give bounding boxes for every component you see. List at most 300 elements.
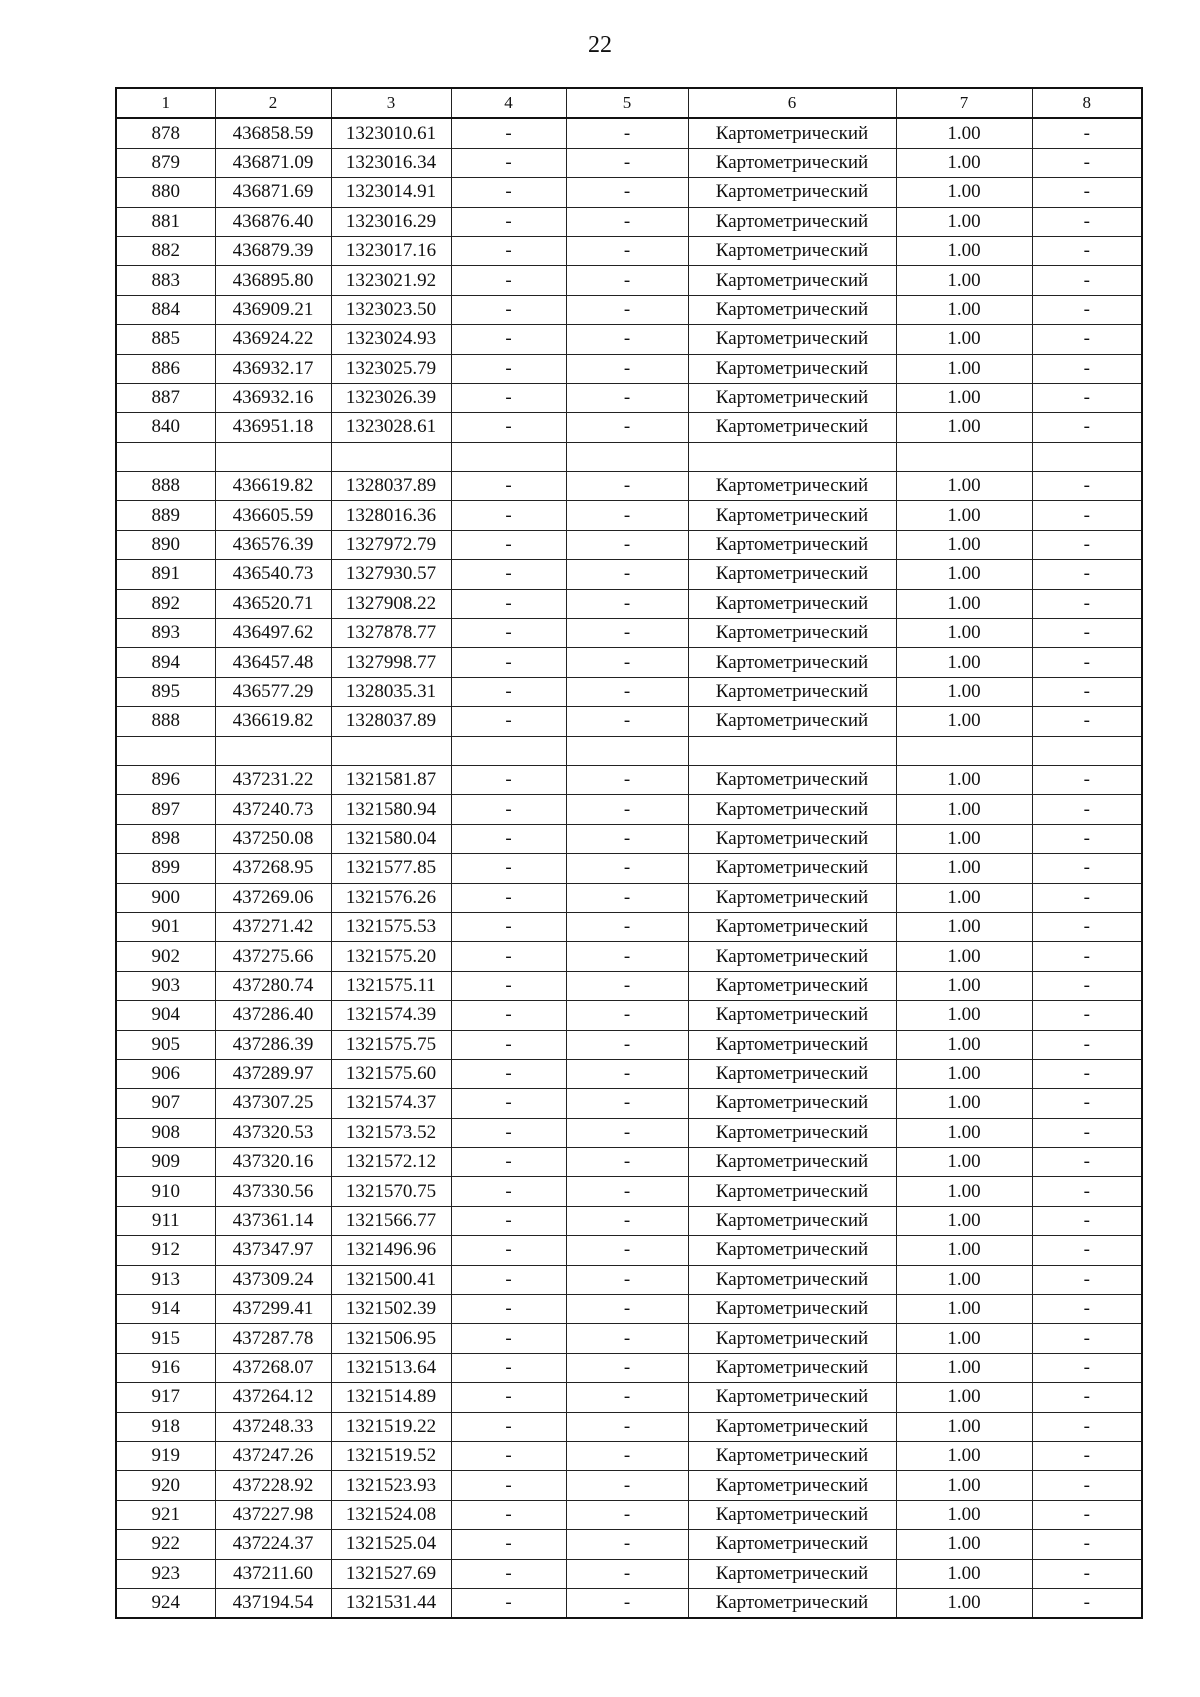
cell-accuracy: 1.00 — [896, 266, 1032, 295]
cell-col-8: - — [1032, 589, 1142, 618]
cell-accuracy: 1.00 — [896, 1265, 1032, 1294]
cell-col-4: - — [451, 1588, 566, 1618]
cell-y-coordinate: 1321527.69 — [331, 1559, 451, 1588]
cell-col-8: - — [1032, 677, 1142, 706]
cell-col-8: - — [1032, 383, 1142, 412]
separator-row — [116, 736, 1142, 765]
cell-x-coordinate: 436951.18 — [215, 413, 331, 442]
cell-method: Картометрический — [688, 854, 896, 883]
cell-col-8: - — [1032, 707, 1142, 736]
cell-col-5: - — [566, 1206, 688, 1235]
cell-col-8: - — [1032, 1441, 1142, 1470]
cell-accuracy: 1.00 — [896, 648, 1032, 677]
cell-accuracy: 1.00 — [896, 1500, 1032, 1529]
cell-accuracy: 1.00 — [896, 1148, 1032, 1177]
cell-col-8: - — [1032, 148, 1142, 177]
table-row — [116, 325, 1142, 354]
cell-y-coordinate: 1323010.61 — [331, 118, 451, 148]
cell-col-4: - — [451, 854, 566, 883]
cell-y-coordinate: 1328037.89 — [331, 707, 451, 736]
cell-point-number: 912 — [116, 1236, 215, 1265]
cell-y-coordinate: 1321575.20 — [331, 942, 451, 971]
cell-method — [688, 736, 896, 765]
cell-col-8: - — [1032, 236, 1142, 265]
cell-y-coordinate: 1328037.89 — [331, 472, 451, 501]
cell-y-coordinate: 1321577.85 — [331, 854, 451, 883]
cell-col-5: - — [566, 1177, 688, 1206]
cell-col-5: - — [566, 472, 688, 501]
cell-method: Картометрический — [688, 1559, 896, 1588]
cell-method: Картометрический — [688, 178, 896, 207]
cell-accuracy: 1.00 — [896, 1001, 1032, 1030]
cell-y-coordinate: 1323023.50 — [331, 295, 451, 324]
cell-accuracy: 1.00 — [896, 971, 1032, 1000]
cell-point-number: 840 — [116, 413, 215, 442]
cell-accuracy: 1.00 — [896, 619, 1032, 648]
table-row — [116, 148, 1142, 177]
cell-col-8: - — [1032, 1206, 1142, 1235]
cell-col-4: - — [451, 354, 566, 383]
cell-y-coordinate: 1328016.36 — [331, 501, 451, 530]
cell-y-coordinate: 1321502.39 — [331, 1295, 451, 1324]
cell-method — [688, 442, 896, 471]
cell-point-number: 880 — [116, 178, 215, 207]
cell-accuracy: 1.00 — [896, 1588, 1032, 1618]
cell-method: Картометрический — [688, 148, 896, 177]
cell-method: Картометрический — [688, 824, 896, 853]
table-row — [116, 1236, 1142, 1265]
cell-col-5: - — [566, 148, 688, 177]
cell-col-5: - — [566, 1265, 688, 1294]
cell-col-4: - — [451, 883, 566, 912]
cell-point-number: 902 — [116, 942, 215, 971]
table-row — [116, 1324, 1142, 1353]
table-body — [116, 118, 1142, 1618]
cell-x-coordinate: 437280.74 — [215, 971, 331, 1000]
cell-col-4: - — [451, 942, 566, 971]
table-row — [116, 295, 1142, 324]
cell-col-5: - — [566, 1236, 688, 1265]
cell-x-coordinate: 437320.53 — [215, 1118, 331, 1147]
cell-x-coordinate: 437286.40 — [215, 1001, 331, 1030]
cell-col-5: - — [566, 707, 688, 736]
cell-y-coordinate: 1321580.94 — [331, 795, 451, 824]
table-row — [116, 883, 1142, 912]
cell-col-4: - — [451, 1118, 566, 1147]
cell-col-8: - — [1032, 1295, 1142, 1324]
cell-point-number: 919 — [116, 1441, 215, 1470]
cell-col-8: - — [1032, 1001, 1142, 1030]
cell-method: Картометрический — [688, 1588, 896, 1618]
cell-point-number: 888 — [116, 707, 215, 736]
cell-point-number: 909 — [116, 1148, 215, 1177]
cell-col-8: - — [1032, 178, 1142, 207]
cell-x-coordinate: 437309.24 — [215, 1265, 331, 1294]
cell-y-coordinate: 1321574.39 — [331, 1001, 451, 1030]
cell-accuracy: 1.00 — [896, 118, 1032, 148]
cell-accuracy: 1.00 — [896, 1089, 1032, 1118]
cell-method: Картометрический — [688, 1500, 896, 1529]
cell-y-coordinate: 1323016.29 — [331, 207, 451, 236]
header-row — [116, 88, 1142, 118]
cell-col-5: - — [566, 883, 688, 912]
cell-accuracy: 1.00 — [896, 942, 1032, 971]
cell-col-5: - — [566, 1030, 688, 1059]
cell-point-number: 900 — [116, 883, 215, 912]
cell-method: Картометрический — [688, 795, 896, 824]
cell-point-number: 885 — [116, 325, 215, 354]
cell-col-5: - — [566, 118, 688, 148]
cell-accuracy: 1.00 — [896, 1412, 1032, 1441]
cell-accuracy: 1.00 — [896, 1383, 1032, 1412]
cell-method: Картометрический — [688, 472, 896, 501]
column-header-4: 4 — [451, 88, 566, 118]
cell-col-5: - — [566, 266, 688, 295]
cell-accuracy: 1.00 — [896, 1177, 1032, 1206]
cell-col-4: - — [451, 1001, 566, 1030]
cell-col-4: - — [451, 1295, 566, 1324]
cell-point-number — [116, 736, 215, 765]
cell-col-4: - — [451, 619, 566, 648]
cell-point-number: 898 — [116, 824, 215, 853]
cell-col-4: - — [451, 1441, 566, 1470]
cell-point-number: 888 — [116, 472, 215, 501]
cell-point-number: 920 — [116, 1471, 215, 1500]
cell-method: Картометрический — [688, 1471, 896, 1500]
cell-col-4: - — [451, 912, 566, 941]
table-row — [116, 560, 1142, 589]
cell-col-8: - — [1032, 795, 1142, 824]
cell-col-5: - — [566, 1001, 688, 1030]
cell-col-4: - — [451, 1236, 566, 1265]
cell-x-coordinate: 437347.97 — [215, 1236, 331, 1265]
cell-col-8: - — [1032, 1588, 1142, 1618]
column-header-8: 8 — [1032, 88, 1142, 118]
cell-y-coordinate: 1321580.04 — [331, 824, 451, 853]
column-header-6: 6 — [688, 88, 896, 118]
cell-col-8 — [1032, 442, 1142, 471]
cell-col-8 — [1032, 736, 1142, 765]
cell-method: Картометрический — [688, 325, 896, 354]
cell-col-5: - — [566, 1295, 688, 1324]
cell-col-4: - — [451, 118, 566, 148]
table-row — [116, 1383, 1142, 1412]
cell-col-4: - — [451, 824, 566, 853]
column-header-3: 3 — [331, 88, 451, 118]
cell-x-coordinate: 436932.17 — [215, 354, 331, 383]
cell-col-8: - — [1032, 530, 1142, 559]
cell-x-coordinate: 436619.82 — [215, 472, 331, 501]
cell-x-coordinate: 436605.59 — [215, 501, 331, 530]
cell-col-4: - — [451, 501, 566, 530]
cell-col-8: - — [1032, 560, 1142, 589]
cell-point-number: 882 — [116, 236, 215, 265]
cell-x-coordinate: 436457.48 — [215, 648, 331, 677]
cell-point-number: 887 — [116, 383, 215, 412]
cell-y-coordinate: 1327878.77 — [331, 619, 451, 648]
table-row — [116, 942, 1142, 971]
cell-col-5: - — [566, 1588, 688, 1618]
cell-col-8: - — [1032, 1089, 1142, 1118]
cell-col-5 — [566, 736, 688, 765]
cell-col-5: - — [566, 795, 688, 824]
cell-x-coordinate: 437320.16 — [215, 1148, 331, 1177]
cell-point-number: 901 — [116, 912, 215, 941]
cell-method: Картометрический — [688, 207, 896, 236]
cell-col-4: - — [451, 677, 566, 706]
table-row — [116, 824, 1142, 853]
cell-point-number: 910 — [116, 1177, 215, 1206]
cell-point-number: 895 — [116, 677, 215, 706]
cell-col-5: - — [566, 1441, 688, 1470]
cell-method: Картометрический — [688, 1530, 896, 1559]
cell-col-4: - — [451, 472, 566, 501]
cell-col-8: - — [1032, 824, 1142, 853]
cell-y-coordinate: 1323014.91 — [331, 178, 451, 207]
cell-accuracy: 1.00 — [896, 1471, 1032, 1500]
cell-y-coordinate: 1321575.75 — [331, 1030, 451, 1059]
cell-method: Картометрический — [688, 1059, 896, 1088]
cell-col-8: - — [1032, 1353, 1142, 1382]
table-row — [116, 1588, 1142, 1618]
cell-point-number: 889 — [116, 501, 215, 530]
cell-col-4: - — [451, 236, 566, 265]
cell-y-coordinate: 1321581.87 — [331, 765, 451, 794]
cell-col-8: - — [1032, 295, 1142, 324]
cell-col-5: - — [566, 619, 688, 648]
cell-x-coordinate: 437231.22 — [215, 765, 331, 794]
cell-y-coordinate: 1321506.95 — [331, 1324, 451, 1353]
cell-y-coordinate: 1321519.52 — [331, 1441, 451, 1470]
cell-accuracy — [896, 736, 1032, 765]
cell-x-coordinate: 437250.08 — [215, 824, 331, 853]
cell-col-8: - — [1032, 501, 1142, 530]
cell-method: Картометрический — [688, 413, 896, 442]
cell-col-5: - — [566, 971, 688, 1000]
cell-accuracy: 1.00 — [896, 824, 1032, 853]
cell-col-5: - — [566, 383, 688, 412]
cell-col-8: - — [1032, 1177, 1142, 1206]
page-number: 22 — [588, 32, 612, 58]
cell-col-4: - — [451, 1412, 566, 1441]
cell-col-5: - — [566, 912, 688, 941]
cell-y-coordinate: 1327998.77 — [331, 648, 451, 677]
cell-col-4: - — [451, 1471, 566, 1500]
cell-method: Картометрический — [688, 971, 896, 1000]
cell-y-coordinate: 1321575.11 — [331, 971, 451, 1000]
coordinates-table — [115, 87, 1143, 1619]
cell-y-coordinate: 1321570.75 — [331, 1177, 451, 1206]
cell-col-8: - — [1032, 1148, 1142, 1177]
table-row — [116, 854, 1142, 883]
cell-point-number: 905 — [116, 1030, 215, 1059]
table-row — [116, 1559, 1142, 1588]
table-row — [116, 354, 1142, 383]
cell-col-4: - — [451, 589, 566, 618]
table-row — [116, 795, 1142, 824]
cell-accuracy: 1.00 — [896, 1441, 1032, 1470]
cell-x-coordinate: 436497.62 — [215, 619, 331, 648]
cell-col-5: - — [566, 501, 688, 530]
cell-col-4 — [451, 442, 566, 471]
cell-col-8: - — [1032, 1530, 1142, 1559]
cell-col-8: - — [1032, 1324, 1142, 1353]
cell-col-4: - — [451, 413, 566, 442]
cell-y-coordinate: 1321573.52 — [331, 1118, 451, 1147]
cell-x-coordinate — [215, 442, 331, 471]
cell-col-8: - — [1032, 118, 1142, 148]
cell-col-4: - — [451, 325, 566, 354]
cell-x-coordinate: 436924.22 — [215, 325, 331, 354]
cell-x-coordinate: 437264.12 — [215, 1383, 331, 1412]
cell-point-number: 904 — [116, 1001, 215, 1030]
cell-accuracy: 1.00 — [896, 1118, 1032, 1147]
cell-accuracy: 1.00 — [896, 1030, 1032, 1059]
cell-col-8: - — [1032, 1500, 1142, 1529]
table-row — [116, 1177, 1142, 1206]
cell-col-5: - — [566, 589, 688, 618]
cell-x-coordinate: 437271.42 — [215, 912, 331, 941]
cell-x-coordinate: 436932.16 — [215, 383, 331, 412]
cell-method: Картометрический — [688, 266, 896, 295]
cell-point-number: 917 — [116, 1383, 215, 1412]
cell-accuracy: 1.00 — [896, 765, 1032, 794]
cell-method: Картометрический — [688, 501, 896, 530]
cell-col-5: - — [566, 1412, 688, 1441]
table-header — [116, 88, 1142, 118]
table-row — [116, 236, 1142, 265]
table-row — [116, 1500, 1142, 1529]
cell-col-8: - — [1032, 854, 1142, 883]
cell-col-5: - — [566, 178, 688, 207]
cell-point-number: 879 — [116, 148, 215, 177]
table-row — [116, 530, 1142, 559]
cell-x-coordinate: 437289.97 — [215, 1059, 331, 1088]
cell-y-coordinate: 1327908.22 — [331, 589, 451, 618]
cell-accuracy: 1.00 — [896, 883, 1032, 912]
table-row — [116, 765, 1142, 794]
cell-x-coordinate: 437307.25 — [215, 1089, 331, 1118]
cell-col-4: - — [451, 148, 566, 177]
cell-point-number: 899 — [116, 854, 215, 883]
cell-col-5: - — [566, 824, 688, 853]
cell-col-8: - — [1032, 1236, 1142, 1265]
cell-accuracy: 1.00 — [896, 560, 1032, 589]
table-row — [116, 1530, 1142, 1559]
cell-x-coordinate: 437240.73 — [215, 795, 331, 824]
cell-col-4: - — [451, 530, 566, 559]
cell-method: Картометрический — [688, 942, 896, 971]
cell-accuracy — [896, 442, 1032, 471]
cell-col-4: - — [451, 648, 566, 677]
column-header-7: 7 — [896, 88, 1032, 118]
cell-accuracy: 1.00 — [896, 854, 1032, 883]
cell-col-4: - — [451, 1383, 566, 1412]
cell-method: Картометрический — [688, 648, 896, 677]
cell-col-4: - — [451, 178, 566, 207]
cell-y-coordinate: 1323021.92 — [331, 266, 451, 295]
cell-x-coordinate — [215, 736, 331, 765]
cell-method: Картометрический — [688, 560, 896, 589]
cell-accuracy: 1.00 — [896, 354, 1032, 383]
cell-point-number: 903 — [116, 971, 215, 1000]
cell-accuracy: 1.00 — [896, 1295, 1032, 1324]
cell-y-coordinate: 1321566.77 — [331, 1206, 451, 1235]
cell-col-8: - — [1032, 354, 1142, 383]
cell-x-coordinate: 437330.56 — [215, 1177, 331, 1206]
cell-y-coordinate — [331, 736, 451, 765]
cell-col-8: - — [1032, 1383, 1142, 1412]
cell-accuracy: 1.00 — [896, 795, 1032, 824]
table-row — [116, 1265, 1142, 1294]
cell-y-coordinate: 1321575.53 — [331, 912, 451, 941]
cell-y-coordinate: 1321576.26 — [331, 883, 451, 912]
cell-method: Картометрический — [688, 1206, 896, 1235]
cell-point-number: 922 — [116, 1530, 215, 1559]
cell-y-coordinate: 1321525.04 — [331, 1530, 451, 1559]
cell-y-coordinate: 1321524.08 — [331, 1500, 451, 1529]
cell-y-coordinate: 1328035.31 — [331, 677, 451, 706]
table-row — [116, 501, 1142, 530]
cell-accuracy: 1.00 — [896, 295, 1032, 324]
cell-x-coordinate: 436879.39 — [215, 236, 331, 265]
cell-accuracy: 1.00 — [896, 1324, 1032, 1353]
cell-col-5: - — [566, 1500, 688, 1529]
cell-col-8: - — [1032, 1059, 1142, 1088]
cell-point-number: 892 — [116, 589, 215, 618]
cell-col-5: - — [566, 530, 688, 559]
cell-y-coordinate: 1321513.64 — [331, 1353, 451, 1382]
cell-accuracy: 1.00 — [896, 677, 1032, 706]
cell-method: Картометрический — [688, 677, 896, 706]
cell-x-coordinate: 436520.71 — [215, 589, 331, 618]
table-row — [116, 1471, 1142, 1500]
cell-y-coordinate: 1321531.44 — [331, 1588, 451, 1618]
cell-col-5: - — [566, 1559, 688, 1588]
table-row — [116, 1059, 1142, 1088]
table-row — [116, 971, 1142, 1000]
cell-col-4 — [451, 736, 566, 765]
cell-method: Картометрический — [688, 1412, 896, 1441]
cell-method: Картометрический — [688, 295, 896, 324]
cell-col-8: - — [1032, 207, 1142, 236]
cell-col-5: - — [566, 354, 688, 383]
cell-y-coordinate: 1321575.60 — [331, 1059, 451, 1088]
cell-col-8: - — [1032, 266, 1142, 295]
cell-col-5: - — [566, 1471, 688, 1500]
table-row — [116, 912, 1142, 941]
cell-col-4: - — [451, 1089, 566, 1118]
cell-point-number: 894 — [116, 648, 215, 677]
cell-x-coordinate: 436576.39 — [215, 530, 331, 559]
cell-col-4: - — [451, 1265, 566, 1294]
cell-y-coordinate: 1321519.22 — [331, 1412, 451, 1441]
column-header-1: 1 — [116, 88, 215, 118]
table-row — [116, 1118, 1142, 1147]
cell-col-5: - — [566, 295, 688, 324]
cell-x-coordinate: 436871.69 — [215, 178, 331, 207]
cell-col-4: - — [451, 1559, 566, 1588]
cell-point-number: 890 — [116, 530, 215, 559]
cell-x-coordinate: 437194.54 — [215, 1588, 331, 1618]
cell-col-4: - — [451, 765, 566, 794]
cell-col-4: - — [451, 295, 566, 324]
cell-x-coordinate: 436540.73 — [215, 560, 331, 589]
table-row — [116, 1030, 1142, 1059]
cell-method: Картометрический — [688, 530, 896, 559]
cell-col-8: - — [1032, 912, 1142, 941]
cell-col-8: - — [1032, 1559, 1142, 1588]
